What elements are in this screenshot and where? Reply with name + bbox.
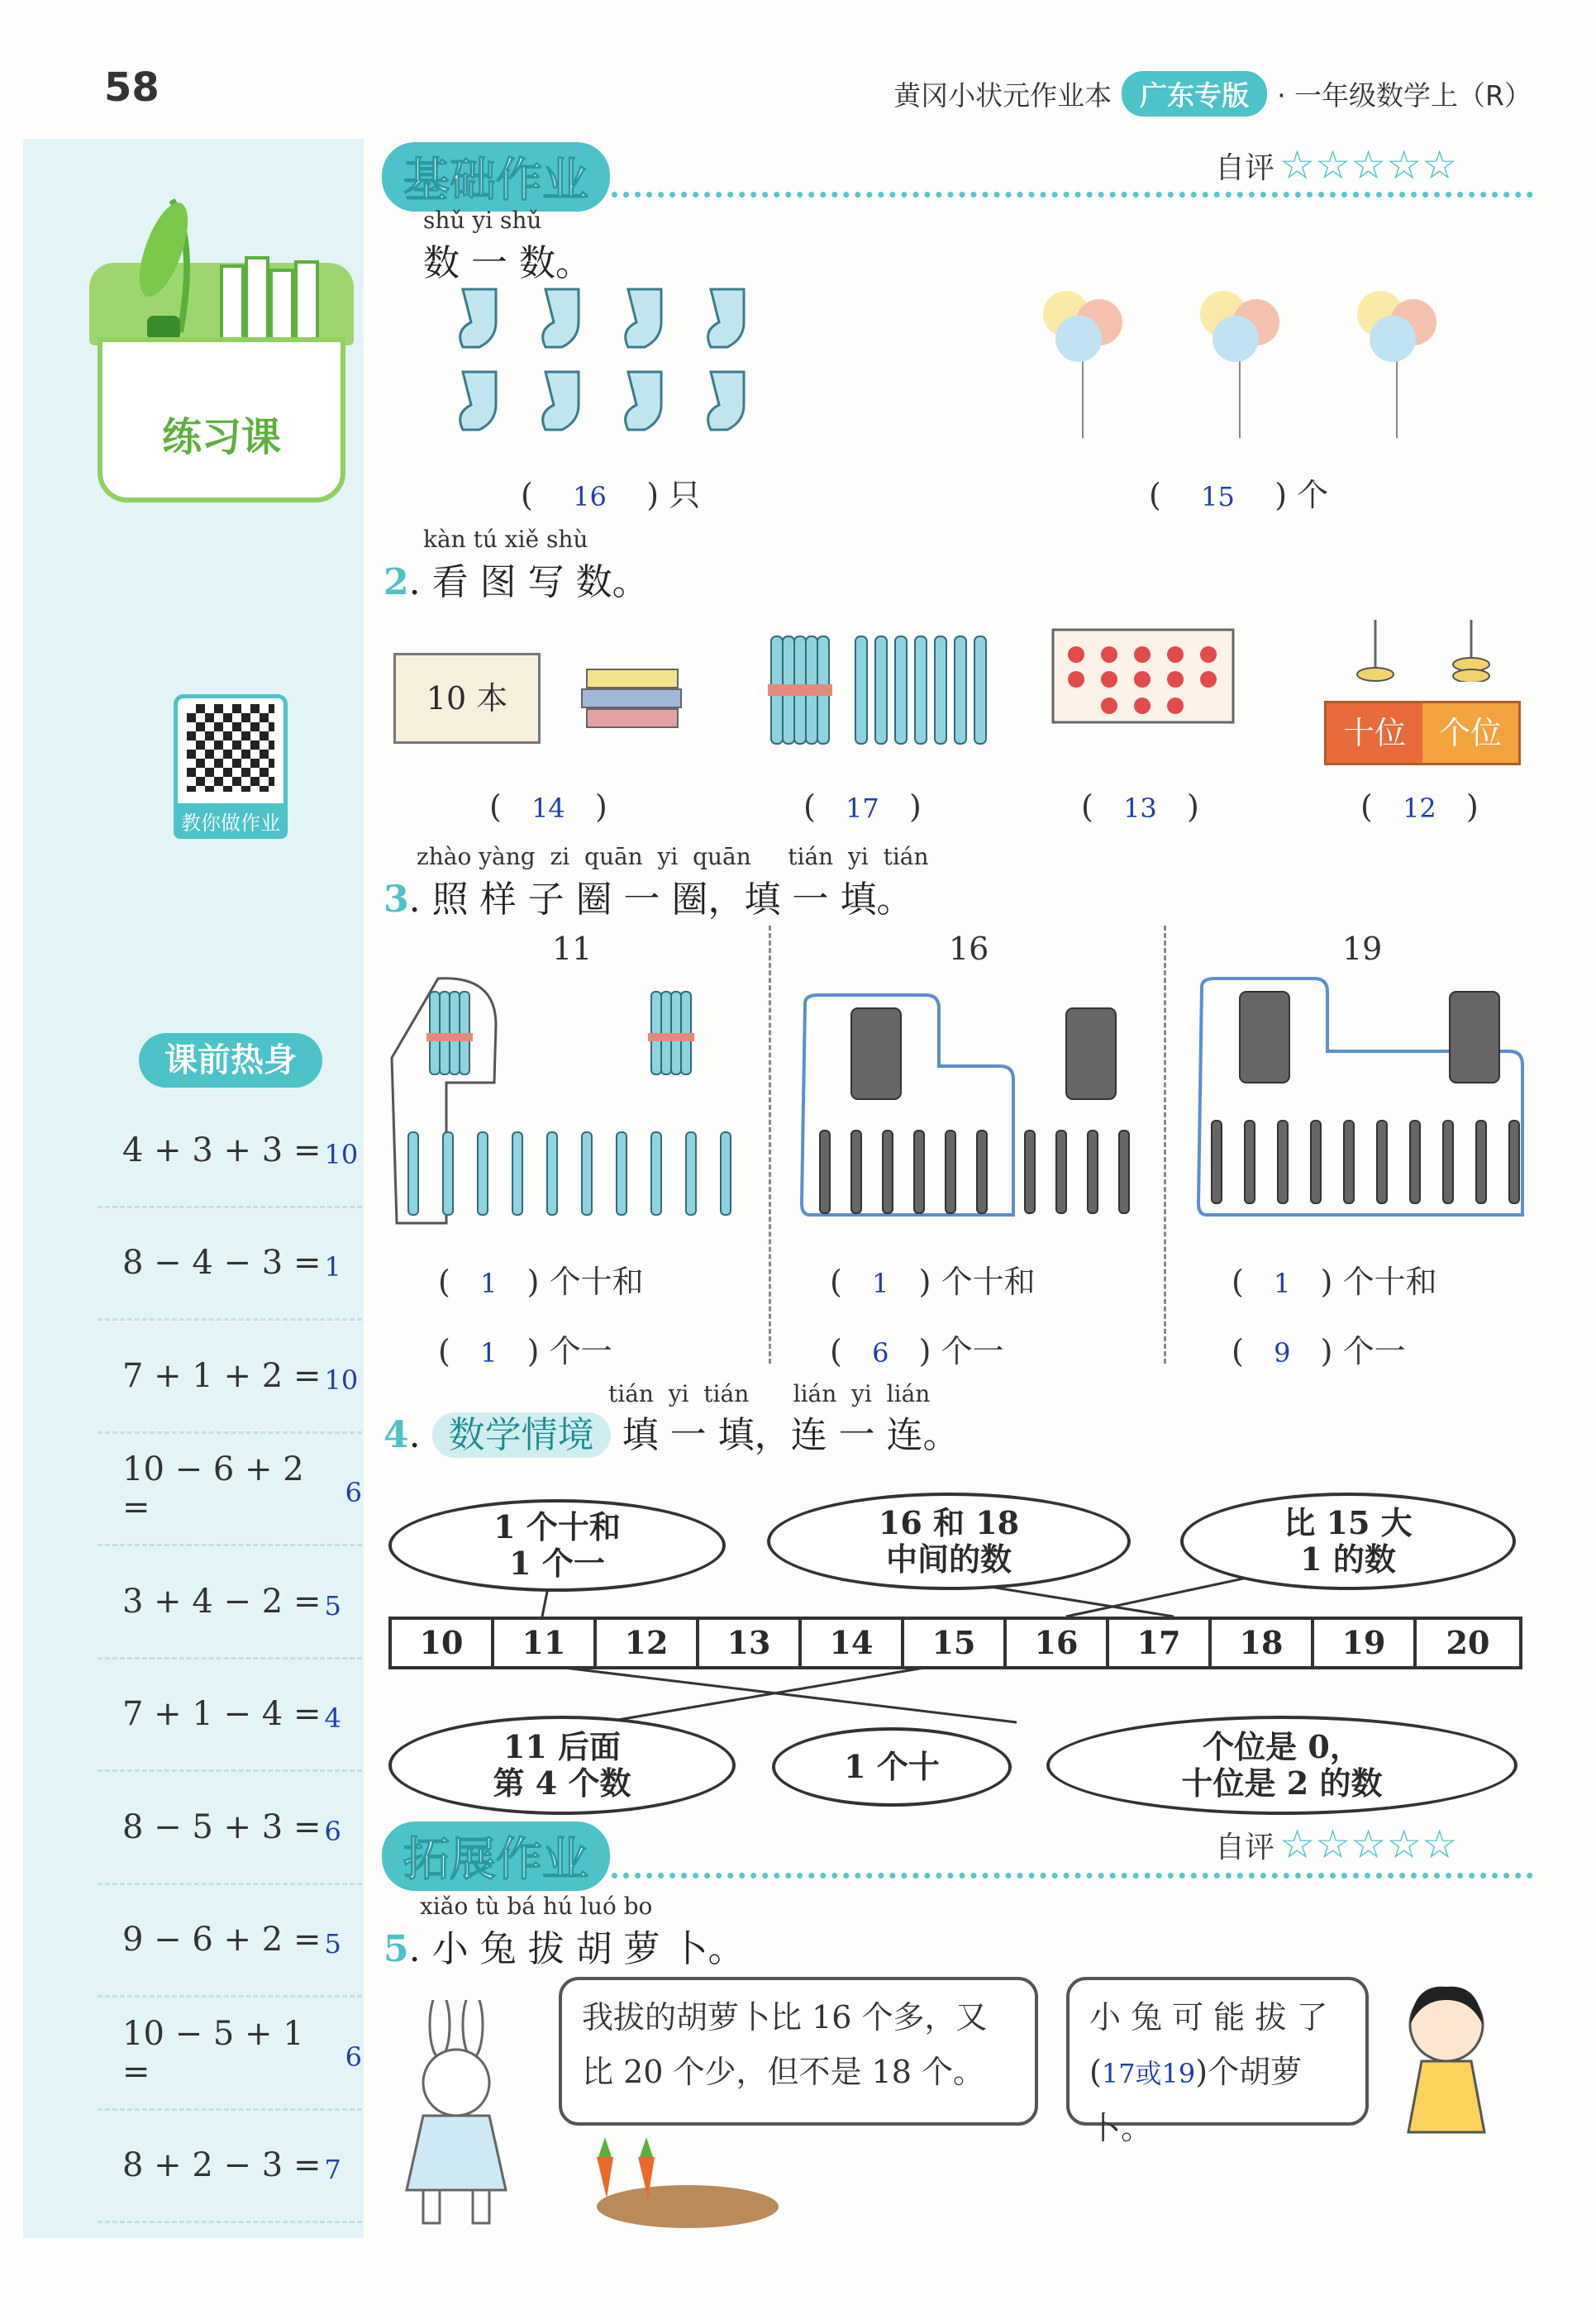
abacus-beads-icon <box>1322 620 1521 682</box>
q4-top-oval-3[interactable]: 比 15 大 1 的数 <box>1180 1493 1516 1590</box>
warmup-title: 课前热身 <box>139 1033 322 1088</box>
q3-tens-3: ( 1 ) 个十和 <box>1232 1264 1437 1300</box>
page-number: 58 <box>104 64 160 111</box>
running-header <box>893 71 1532 117</box>
q1-left-answer[interactable]: 16 <box>573 481 607 512</box>
q3-target-1: 11 <box>552 931 593 967</box>
q2-title: 2. 看 图 写 数。 <box>384 561 649 603</box>
q3-sticks-group-3 <box>1190 975 1537 1223</box>
q3-tens-answer-1[interactable]: 1 <box>480 1268 498 1299</box>
q3-ones-3: ( 9 ) 个一 <box>1232 1333 1406 1369</box>
q3-pinyin: zhào yàng zi quān yi quān tián yi tián <box>417 843 929 870</box>
self-eval <box>1215 1821 1457 1868</box>
section-basic-title: 基础作业 <box>382 142 610 212</box>
q1-left-blank: ( 16 ) 只 <box>521 477 701 513</box>
q3-ones-1: ( 1 ) 个一 <box>438 1333 612 1369</box>
q2-answer-2[interactable]: 17 <box>846 793 879 824</box>
number-cell[interactable]: 17 <box>1109 1620 1212 1666</box>
lesson-label: 练习课 <box>161 414 281 460</box>
q4-top-oval-1[interactable]: 1 个十和 1 个一 <box>388 1499 726 1592</box>
number-cell[interactable]: 12 <box>597 1620 699 1666</box>
q4-bottom-oval-2[interactable]: 1 个十 <box>772 1727 1012 1807</box>
books-stack-icon <box>579 661 694 744</box>
q4-top-oval-2[interactable]: 16 和 18 中间的数 <box>767 1493 1131 1590</box>
q1-title: 数 一 数。 <box>423 242 592 284</box>
q4-title: 4. 数学情境 填 一 填，连 一 连。 <box>384 1414 960 1456</box>
q1-right-blank: ( 15 ) 个 <box>1149 477 1329 513</box>
rating-stars[interactable]: ☆☆☆☆☆ <box>1279 1821 1458 1868</box>
warmup-item: 9 − 6 + 2 = 5 <box>98 1885 362 1998</box>
q3-tens-2: ( 1 ) 个十和 <box>830 1264 1036 1300</box>
book-box: 10 本 <box>393 653 541 744</box>
q3-target-3: 19 <box>1342 931 1383 967</box>
section-divider <box>612 192 1533 198</box>
q3-tens-answer-3[interactable]: 1 <box>1274 1268 1291 1299</box>
q3-divider-1 <box>769 926 771 1364</box>
sticks-bundle-icon <box>765 628 988 752</box>
warmup-item: 10 − 5 + 1 = 6 <box>98 1998 362 2111</box>
number-cell[interactable]: 19 <box>1314 1620 1417 1666</box>
number-cell[interactable]: 14 <box>802 1620 904 1666</box>
q3-target-2: 16 <box>949 931 989 967</box>
qr-code[interactable] <box>187 704 274 792</box>
number-cell[interactable]: 15 <box>904 1620 1007 1666</box>
girl-speech-suffix: 个胡萝卜。 <box>1089 2054 1303 2146</box>
warmup-list <box>98 1095 362 2223</box>
section-extended-title: 拓展作业 <box>382 1821 610 1891</box>
q2-blank-2: ( 17 ) <box>803 788 922 825</box>
number-cell[interactable]: 16 <box>1007 1620 1109 1666</box>
q3-sticks-group-2 <box>793 992 1157 1223</box>
balloons-illustration <box>1033 281 1479 446</box>
book-title: 黄冈小状元作业本 <box>893 79 1112 112</box>
warmup-item: 10 − 6 + 2 = 6 <box>98 1434 362 1547</box>
q1-pinyin: shǔ yi shǔ <box>423 207 542 234</box>
number-cell[interactable]: 18 <box>1212 1620 1314 1666</box>
flowers-card-icon <box>1051 628 1235 736</box>
warmup-item: 7 + 1 − 4 = 4 <box>98 1659 362 1773</box>
qr-caption: 教你做作业 <box>174 803 288 839</box>
q3-ones-answer-1[interactable]: 1 <box>480 1337 498 1369</box>
q1-right-answer[interactable]: 15 <box>1201 481 1235 512</box>
abacus-base <box>1324 701 1521 765</box>
girl-speech-bubble: 小 兔 可 能 拔 了 (17或19)个胡萝卜。 <box>1066 1977 1369 2126</box>
abacus-tens-label: 十位 <box>1327 703 1422 763</box>
number-cell[interactable]: 10 <box>392 1620 494 1666</box>
q2-blank-1: ( 14 ) <box>489 788 607 825</box>
q3-tens-1: ( 1 ) 个十和 <box>438 1264 644 1300</box>
q4-bottom-oval-1[interactable]: 11 后面 第 4 个数 <box>388 1716 736 1815</box>
q2-pinyin: kàn tú xiě shù <box>423 526 588 553</box>
warmup-item: 8 − 4 − 3 = 1 <box>98 1208 362 1321</box>
abacus-ones-label: 个位 <box>1422 703 1518 763</box>
q3-ones-answer-2[interactable]: 6 <box>872 1337 889 1369</box>
number-cell[interactable]: 13 <box>699 1620 802 1666</box>
warmup-item: 4 + 3 + 3 = 10 <box>98 1095 362 1208</box>
rating-stars[interactable]: ☆☆☆☆☆ <box>1279 142 1458 188</box>
edition-badge: 广东专版 <box>1122 71 1267 117</box>
number-cell[interactable]: 11 <box>494 1620 597 1666</box>
q3-divider-2 <box>1164 926 1166 1364</box>
socks-illustration <box>446 281 777 446</box>
q4-bottom-oval-3[interactable]: 个位是 0， 十位是 2 的数 <box>1046 1716 1517 1815</box>
girl-speech-prefix: 小 兔 可 能 拔 了 <box>1089 1999 1328 2036</box>
q2-blank-4: ( 12 ) <box>1360 788 1479 825</box>
rabbit-speech-bubble: 我拔的胡萝卜比 16 个多，又比 20 个少，但不是 18 个。 <box>559 1977 1038 2126</box>
warmup-item: 8 − 5 + 3 = 6 <box>98 1772 362 1885</box>
warmup-item: 3 + 4 − 2 = 5 <box>98 1546 362 1659</box>
number-cell[interactable]: 20 <box>1446 1624 1490 1661</box>
q3-title: 3. 照 样 子 圈 一 圈，填 一 填。 <box>384 879 913 921</box>
q3-tens-answer-2[interactable]: 1 <box>872 1268 889 1299</box>
q5-title: 5. 小 兔 拔 胡 萝 卜。 <box>384 1928 745 1970</box>
q4-tag: 数学情境 <box>432 1412 611 1458</box>
girl-illustration <box>1389 1975 1504 2140</box>
self-eval <box>1215 142 1457 188</box>
self-eval-label: 自评 <box>1215 150 1275 185</box>
self-eval-label: 自评 <box>1215 1830 1275 1864</box>
q4-pinyin: tián yi tián lián yi lián <box>608 1380 931 1407</box>
grade-subject: · 一年级数学上（R） <box>1277 79 1532 112</box>
q5-answer[interactable]: 17或19 <box>1101 2058 1196 2089</box>
q3-ones-answer-3[interactable]: 9 <box>1274 1337 1291 1369</box>
q2-answer-3[interactable]: 13 <box>1123 793 1157 824</box>
warmup-item: 8 + 2 − 3 = 7 <box>98 2111 362 2224</box>
warmup-item: 7 + 1 + 2 = 10 <box>98 1321 362 1434</box>
number-line <box>388 1617 1522 1669</box>
q3-sticks-group-1 <box>388 975 752 1240</box>
section-divider <box>612 1873 1533 1879</box>
q3-ones-2: ( 6 ) 个一 <box>830 1333 1004 1369</box>
q2-answer-1[interactable]: 14 <box>531 793 565 824</box>
q2-blank-3: ( 13 ) <box>1081 788 1199 825</box>
books-pen-icon <box>98 192 362 349</box>
q5-pinyin: xiǎo tù bá hú luó bo <box>420 1893 653 1920</box>
q2-answer-4[interactable]: 12 <box>1403 793 1436 824</box>
